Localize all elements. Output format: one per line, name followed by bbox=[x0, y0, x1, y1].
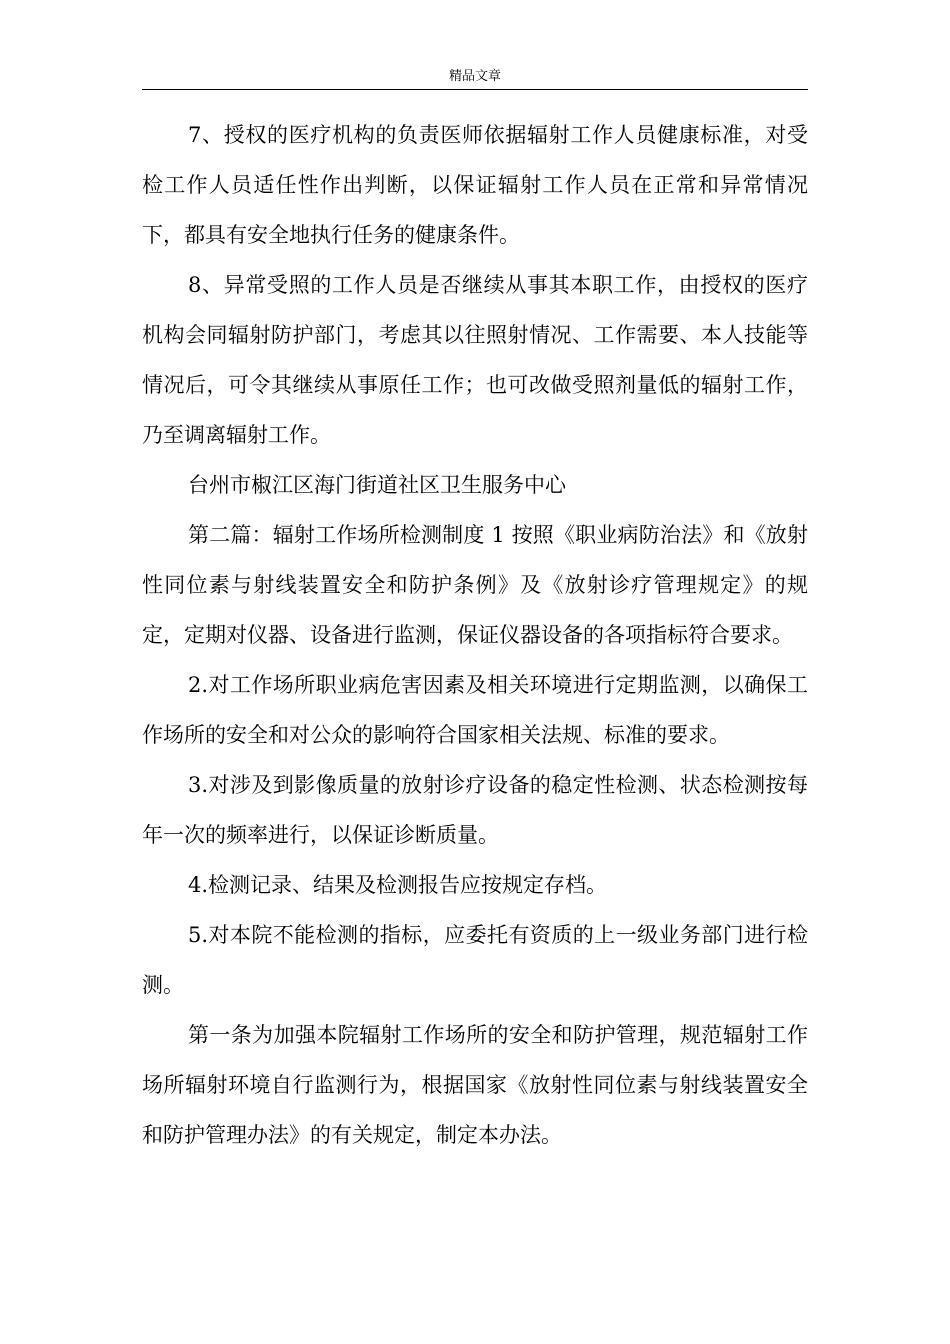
header-title: 精品文章 bbox=[448, 69, 501, 84]
paragraph-part2-5: 5.对本院不能检测的指标，应委托有资质的上一级业务部门进行检测。 bbox=[142, 923, 808, 997]
organization-name: 台州市椒江区海门街道社区卫生服务中心 bbox=[188, 473, 566, 497]
paragraph-8: 8、异常受照的工作人员是否继续从事其本职工作，由授权的医疗机构会同辐射防护部门，考虑其以往照射情况、工作需要、本人技能等情况后，可令其继续从事原任工作；也可改做受照剂量低的辐射工作，乃至调离辐射工作。 bbox=[142, 273, 808, 447]
paragraph-part2-4: 4.检测记录、结果及检测报告应按规定存档。 bbox=[188, 873, 608, 897]
paragraph-part2-2: 2.对工作场所职业病危害因素及相关环境进行定期监测，以确保工作场所的安全和对公众的影响符合国家相关法规、标准的要求。 bbox=[142, 673, 808, 747]
paragraph-article-1: 第一条为加强本院辐射工作场所的安全和防护管理，规范辐射工作场所辐射环境自行监测行为，根据国家《放射性同位素与射线装置安全和防护管理办法》的有关规定，制定本办法。 bbox=[142, 1023, 808, 1147]
paragraph-part2-1: 第二篇：辐射工作场所检测制度 1 按照《职业病防治法》和《放射性同位素与射线装置安全和防护条例》及《放射诊疗管理规定》的规定，定期对仪器、设备进行监测，保证仪器设备的各项指标符合要求。 bbox=[142, 523, 808, 647]
document-body bbox=[142, 110, 808, 1160]
page-header bbox=[142, 70, 808, 90]
paragraph-part2-3: 3.对涉及到影像质量的放射诊疗设备的稳定性检测、状态检测按每年一次的频率进行，以保证诊断质量。 bbox=[142, 773, 808, 847]
paragraph-7: 7、授权的医疗机构的负责医师依据辐射工作人员健康标准，对受检工作人员适任性作出判断，以保证辐射工作人员在正常和异常情况下，都具有安全地执行任务的健康条件。 bbox=[142, 123, 808, 247]
